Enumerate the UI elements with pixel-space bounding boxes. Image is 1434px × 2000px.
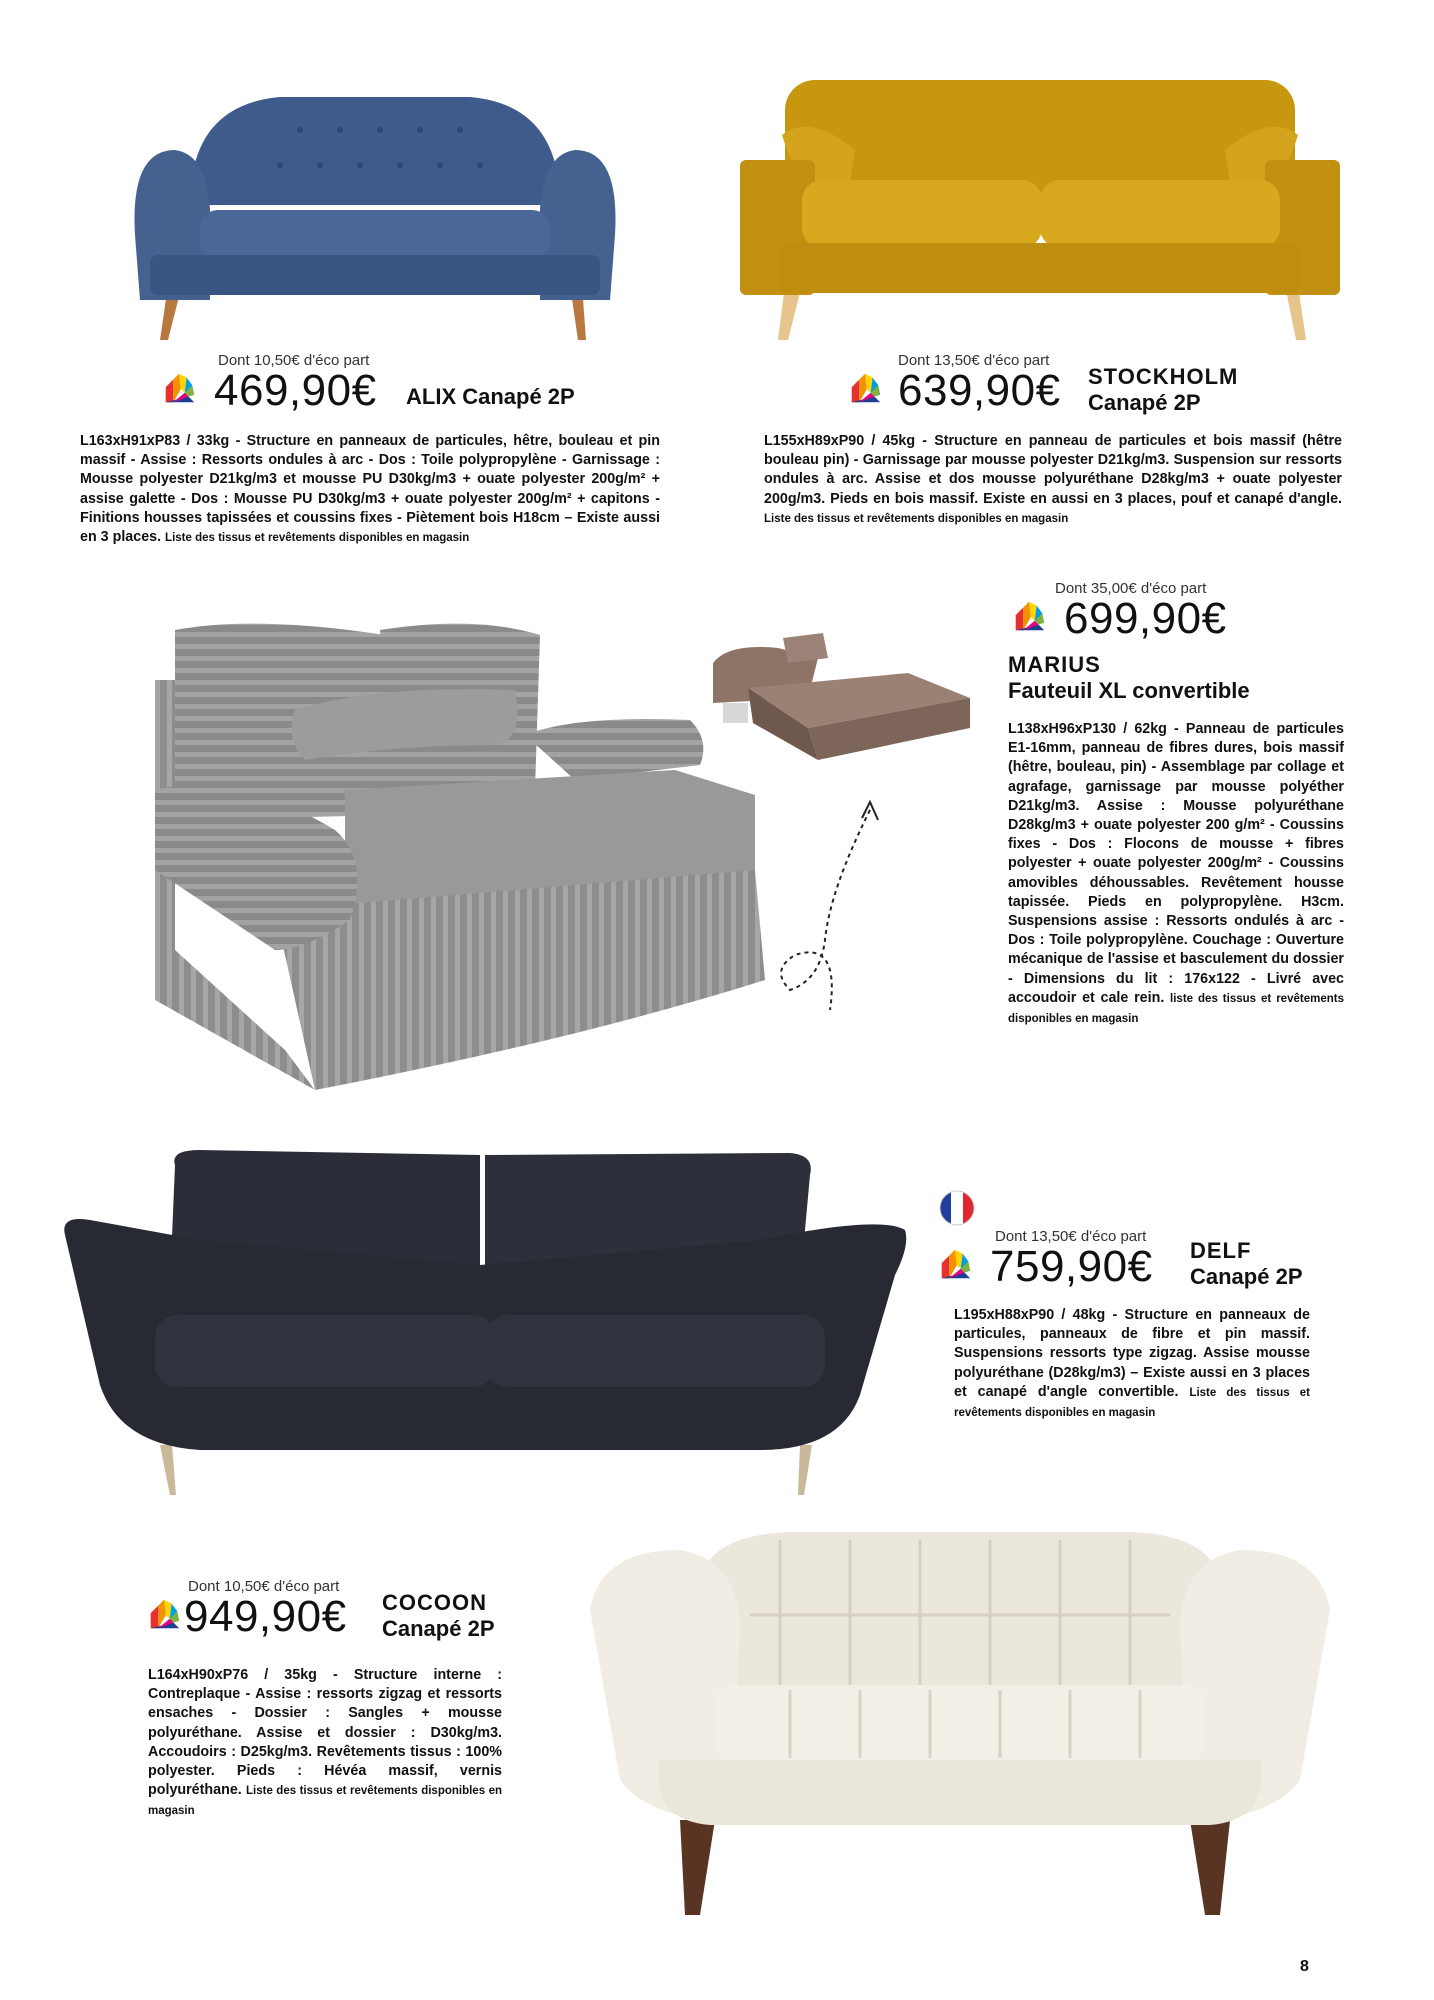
cocoon-price: 949,90€ <box>184 1592 347 1641</box>
cocoon-sofa-image <box>590 1520 1330 1915</box>
alix-desc-text: L163xH91xP83 / 33kg - Structure en panneaux de particules, hêtre, bouleau et pin massif - Assise : Ressorts ondules à arc - Dos : Toile polypropylène - Garnissage : Mousse polyester D21kg/m3 et mousse PU D30kg/m3 + ouate polyester 200g/m² + assise galette - Dos : Mousse PU D30kg/m3 + ouate polyester 200g/m² + capitons - Finitions housses tapissées et coussins fixes - Piètement bois H18cm – Existe aussi en 3 places. <box>80 433 660 546</box>
cocoon-note: Liste des tissus et revêtements disponibles en magasin <box>148 1785 502 1818</box>
delf-price: 759,90€ <box>990 1242 1153 1291</box>
alix-eco-part: Dont 10,50€ d'éco part <box>218 352 370 369</box>
eco-logo-icon <box>160 370 198 408</box>
delf-name <box>1190 1238 1303 1290</box>
stockholm-note: Liste des tissus et revêtements disponibles en magasin <box>764 512 1069 525</box>
alix-sofa-image <box>130 85 620 340</box>
cocoon-eco-part: Dont 10,50€ d'éco part <box>188 1578 340 1595</box>
cocoon-name-line1: COCOON <box>382 1590 487 1615</box>
delf-eco-part: Dont 13,50€ d'éco part <box>995 1228 1147 1245</box>
delf-name-line2: Canapé 2P <box>1190 1264 1303 1289</box>
cocoon-description <box>148 1666 502 1822</box>
dotted-arrow-icon <box>770 790 890 1020</box>
marius-note: liste des tissus et revêtements disponibles en magasin <box>1008 992 1344 1026</box>
stockholm-name-line2: Canapé 2P <box>1088 390 1201 415</box>
french-flag-icon <box>939 1190 975 1226</box>
alix-note: Liste des tissus et revêtements disponibles en magasin <box>165 532 470 545</box>
cocoon-name <box>382 1590 495 1642</box>
marius-price: 699,90€ <box>1064 594 1227 643</box>
marius-name-line2: Fauteuil XL convertible <box>1008 678 1250 703</box>
stockholm-description <box>764 432 1342 529</box>
cocoon-desc-text: L164xH90xP76 / 35kg - Structure interne : Contreplaque - Assise : ressorts zigzag et ressorts ensaches - Dossier : Sangles + mousse polyuréthane. Assise et dossier : D30kg/m3. Accoudoirs : D25kg/m3. Revêtements tissus : 100% polyester. Pieds : Hévéa massif, vernis polyuréthane. <box>148 1667 502 1799</box>
eco-logo-icon <box>846 370 884 408</box>
stockholm-name-line1: STOCKHOLM <box>1088 364 1239 389</box>
cocoon-name-line2: Canapé 2P <box>382 1616 495 1641</box>
alix-name: ALIX Canapé 2P <box>406 384 575 409</box>
marius-bed-mode-image <box>708 628 973 763</box>
marius-eco-part: Dont 35,00€ d'éco part <box>1055 580 1207 597</box>
delf-description <box>954 1306 1310 1423</box>
marius-name <box>1008 652 1250 704</box>
delf-note: Liste des tissus et revêtements disponibles en magasin <box>954 1386 1310 1420</box>
alix-description <box>80 432 660 548</box>
eco-logo-icon <box>145 1596 183 1634</box>
marius-name-line1: MARIUS <box>1008 652 1101 677</box>
stockholm-sofa-image <box>740 75 1340 340</box>
stockholm-eco-part: Dont 13,50€ d'éco part <box>898 352 1050 369</box>
stockholm-desc-text: L155xH89xP90 / 45kg - Structure en panneau de particules et bois massif (hêtre bouleau pin) - Garnissage par mousse polyester D21kg/m3. Suspension sur ressorts ondules à arc. Assise et dos mousse polyuréthane D28kg/m3 + ouate polyester 200g/m3. Pieds en bois massif. Existe en aussi en 3 places, pouf et canapé d'angle. <box>764 433 1342 507</box>
delf-desc-text: L195xH88xP90 / 48kg - Structure en panneaux de particules, panneaux de fibre et pin massif. Suspensions ressorts type zigzag. Assise mousse polyuréthane (D28kg/m3) – Existe aussi en 3 places et canapé d'angle convertible. <box>954 1307 1310 1400</box>
marius-desc-text: L138xH96xP130 / 62kg - Panneau de particules E1-16mm, panneau de fibres dures, bois massif (hêtre, bouleau, pin) - Assemblage par collage et agrafage, garnissage par mousse polyéther D21kg/m3. Assise : Mousse polyuréthane D28kg/m3 + ouate polyester 200 g/m² - Coussins fixes - Dos : Flocons de mousse + fibres polyester + ouate polyester 200g/m² - Coussins amovibles déhoussables. Revêtement housse tapissée. Pieds en polypropylène. H3cm. Suspensions assise : Ressorts ondulés à arc - Dos : Toile polypropylène. Couchage : Ouverture mécanique de l'assise et basculement du dossier - Dimensions du lit : 176x122 - Livré avec accoudoir et cale rein. <box>1008 721 1344 1006</box>
alix-price: 469,90€ <box>214 366 377 415</box>
stockholm-price: 639,90€ <box>898 366 1061 415</box>
delf-name-line1: DELF <box>1190 1238 1252 1263</box>
stockholm-name <box>1088 364 1238 416</box>
page-number: 8 <box>1300 1958 1309 1975</box>
marius-armchair-image <box>155 620 775 1105</box>
delf-sofa-image <box>60 1145 910 1495</box>
eco-logo-icon <box>936 1246 974 1284</box>
marius-description <box>1008 720 1344 1029</box>
eco-logo-icon <box>1010 598 1048 636</box>
